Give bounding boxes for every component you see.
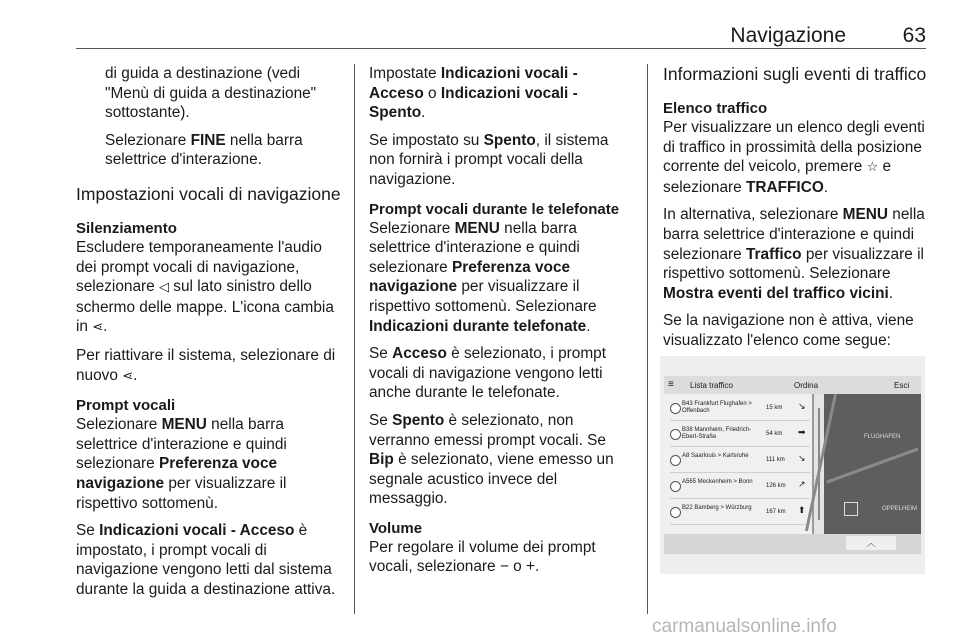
list-item: B43 Frankfurt Flughafen > Offenbach 15 km ↘ xyxy=(670,398,810,421)
minus-icon: − xyxy=(499,558,509,576)
header-rule xyxy=(76,48,926,49)
column-middle xyxy=(369,64,634,585)
paragraph: Escludere temporaneamente l'audio dei prompt vocali di navigazione, selezionare ◁ sul lato sinistro dello schermo delle mappe. L'icona cambia in ⋖. xyxy=(76,238,341,338)
speaker-icon: ◁ xyxy=(159,280,169,296)
star-icon: ☆ xyxy=(866,160,879,176)
page-header xyxy=(76,24,926,50)
column-divider xyxy=(354,64,355,614)
direction-icon: ↗ xyxy=(798,479,806,489)
exit-button: Esci xyxy=(894,381,910,390)
paragraph: Se Acceso è selezionato, i prompt vocali di navigazione vengono letti anche durante le telefonate. xyxy=(369,345,606,402)
list-item: A565 Meckenheim > Bonn 126 km ↗ xyxy=(670,476,810,499)
warning-icon xyxy=(670,429,681,440)
location-icon xyxy=(844,502,858,516)
traffic-list-screenshot xyxy=(660,356,925,574)
watermark: carmanualsonline.info xyxy=(652,616,837,637)
traffic-list xyxy=(664,394,812,534)
direction-icon: ↘ xyxy=(798,401,806,411)
paragraph: Per regolare il volume dei prompt vocali, selezionare − o +. xyxy=(369,538,596,576)
column-right xyxy=(663,64,928,359)
map-view xyxy=(824,394,921,534)
paragraph: Se Spento è selezionato, non verranno emessi prompt vocali. Se Bip è selezionato, viene emesso un segnale acustico invece del messaggio. xyxy=(369,411,614,508)
list-item: B38 Mannheim, Friedrich-Ebert-Straße 54 km ➡ xyxy=(670,424,810,447)
map-label: OPPELHEIM xyxy=(882,506,918,512)
map-label: FLUGHAFEN xyxy=(864,434,901,440)
column-divider xyxy=(647,64,648,614)
heading-mute: Silenziamento xyxy=(76,219,177,237)
list-item: B22 Bamberg > Würzburg 167 km ⬆ xyxy=(670,502,810,525)
direction-icon: ➡ xyxy=(798,427,806,437)
warning-icon xyxy=(670,455,681,466)
direction-icon: ↘ xyxy=(798,453,806,463)
direction-icon: ⬆ xyxy=(798,505,806,515)
screen-bottom-bar xyxy=(664,534,921,554)
screen-topbar xyxy=(664,376,921,394)
heading-volume: Volume xyxy=(369,519,423,537)
page-number: 63 xyxy=(902,24,926,47)
paragraph: Selezionare MENU nella barra selettrice d'interazione e quindi selezionare Preferenza voce navigazione per visualizzare il rispettivo sottomenù. Selezionare Indicazioni durante telefonate. xyxy=(369,219,597,335)
menu-icon: ≡ xyxy=(668,379,674,390)
list-item: A8 Saarlouis > Karlsruhe 111 km ↘ xyxy=(670,450,810,473)
warning-icon xyxy=(670,481,681,492)
paragraph: Selezionare MENU nella barra selettrice d'interazione e quindi selezionare Preferenza voce navigazione per visualizzare il rispettivo sottomenù. xyxy=(76,416,287,512)
heading-prompts-during-calls: Prompt vocali durante le telefonate xyxy=(369,200,620,218)
heading-traffic-list: Elenco traffico xyxy=(663,100,768,117)
screen-title: Lista traffico xyxy=(690,381,733,390)
heading-voice-settings: Impostazioni vocali di navigazione xyxy=(76,183,341,204)
paragraph: di guida a destinazione (vedi "Menù di guida a destinazione" sottostante). xyxy=(105,65,317,122)
paragraph: In alternativa, selezionare MENU nella barra selettrice d'interazione e quindi selezionare Traffico per visualizzare il rispettivo sottomenù. Selezionare Mostra eventi del traffico vicini. xyxy=(663,206,925,302)
sort-button: Ordina xyxy=(794,381,819,390)
heading-traffic-info: Informazioni sugli eventi di traffico xyxy=(663,64,927,84)
paragraph: Impostate Indicazioni vocali - Acceso o Indicazioni vocali - Spento. xyxy=(369,65,578,122)
speaker-muted-icon: ⋖ xyxy=(122,368,134,384)
paragraph: Per riattivare il sistema, selezionare di nuovo ⋖. xyxy=(76,346,341,386)
column-left xyxy=(76,64,341,607)
section-title: Navigazione xyxy=(730,24,846,47)
chevron-up-icon: ︿ xyxy=(846,536,896,550)
plus-icon: + xyxy=(526,558,536,576)
heading-voice-prompts: Prompt vocali xyxy=(76,397,176,415)
speaker-muted-icon: ⋖ xyxy=(92,320,104,336)
screen-frame xyxy=(664,376,921,554)
paragraph: Se Indicazioni vocali - Acceso è impostato, i prompt vocali di navigazione vengono letti dal sistema durante la guida a destinazione attiva. xyxy=(76,522,336,598)
paragraph: Se impostato su Spento, il sistema non fornirà i prompt vocali della navigazione. xyxy=(369,131,609,188)
paragraph: Se la navigazione non è attiva, viene visualizzato l'elenco come segue: xyxy=(663,312,914,349)
no-entry-icon xyxy=(670,507,681,518)
warning-icon xyxy=(670,403,681,414)
paragraph: Per visualizzare un elenco degli eventi di traffico in prossimità della posizione corrente del veicolo, premere ☆ e selezionare TRAFFICO. xyxy=(663,119,925,196)
paragraph: Selezionare FINE nella barra selettrice d'interazione. xyxy=(105,131,303,169)
